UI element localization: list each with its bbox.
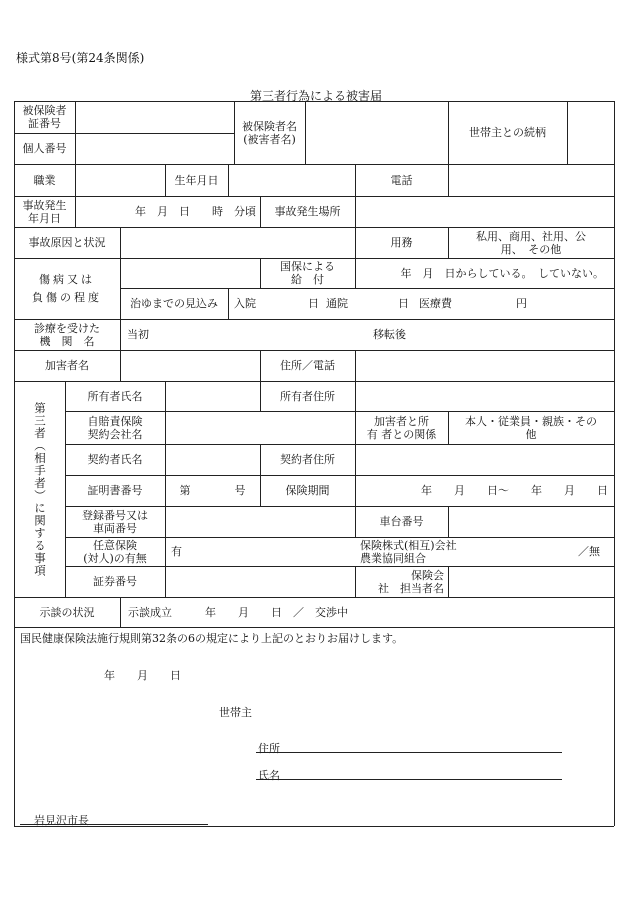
inpatient-days-unit: 日 — [308, 297, 319, 310]
chassis-field[interactable] — [448, 506, 614, 537]
insured-name-label: 被保険者名 (被害者名) — [242, 119, 297, 146]
hospital-label: 診療を受けた 機 関 名 — [34, 321, 100, 348]
occupation-label: 職業 — [33, 173, 56, 187]
insurer-staff-field[interactable] — [448, 566, 614, 597]
perpetrator-name-label: 加害者名 — [45, 359, 89, 372]
settlement-label: 示談の状況 — [39, 605, 95, 619]
hospital-initial-label: 当初 — [127, 328, 149, 341]
accident-cause-field[interactable] — [120, 227, 355, 258]
injury-label: 傷病又は 負傷の程度 — [32, 272, 102, 304]
accident-cause-label: 事故原因と状況 — [28, 236, 106, 249]
use-options[interactable]: 私用、商用、社用、公 用、 その他 — [476, 229, 586, 256]
contractor-address-label: 契約者住所 — [280, 453, 335, 466]
contractor-name-label: 契約者氏名 — [87, 453, 143, 466]
voluntary-no-option[interactable]: ／無 — [578, 545, 600, 558]
insurance-period-label: 保険期間 — [285, 484, 330, 497]
cert-number-field[interactable]: 第 号 — [179, 484, 246, 497]
perpetrator-address-label: 住所／電話 — [280, 359, 335, 372]
owner-address-label: 所有者住所 — [280, 389, 335, 403]
recipient-underline — [20, 824, 208, 825]
perpetrator-address-field[interactable] — [355, 350, 614, 381]
address-label: 住所 — [258, 742, 280, 755]
birth-date-field[interactable] — [228, 164, 355, 196]
benefit-label: 国保による 給 付 — [280, 260, 335, 286]
policy-number-label: 証券番号 — [93, 575, 137, 588]
relation-owner-label: 加害者と所 有 者との関係 — [366, 414, 437, 441]
insurer-staff-label: 保険会 社 担当者名 — [378, 568, 444, 595]
relation-field[interactable] — [567, 101, 614, 164]
phone-field[interactable] — [448, 164, 614, 196]
owner-address-field[interactable] — [355, 381, 614, 411]
voluntary-yes-option[interactable]: 有 — [171, 545, 182, 558]
registration-field[interactable] — [165, 506, 355, 537]
perpetrator-name-field[interactable] — [120, 350, 260, 381]
recovery-label: 治ゆまでの見込み — [130, 297, 218, 310]
recipient-label: 岩見沢市長 — [34, 814, 89, 827]
occupation-field[interactable] — [75, 164, 165, 196]
declaration-text: 国民健康保険法施行規則第32条の6の規定により上記のとおりお届けします。 — [20, 632, 404, 645]
relation-label: 世帯主との続柄 — [469, 126, 546, 139]
cert-number-label: 証明書番号 — [87, 484, 143, 497]
use-label: 用務 — [390, 236, 413, 249]
insured-name-field[interactable] — [305, 101, 448, 164]
insured-cert-label: 被保険者 証番号 — [22, 104, 67, 130]
name-line[interactable] — [256, 779, 562, 780]
insurer-company-types: 保険株式(相互)会社 農業協同組合 — [360, 538, 457, 565]
insurance-period-field[interactable]: 年 月 日～ 年 月 日 — [421, 484, 608, 497]
policy-number-field[interactable] — [165, 566, 355, 597]
contractor-address-field[interactable] — [355, 444, 614, 475]
name-label: 氏名 — [258, 769, 280, 782]
accident-place-field[interactable] — [355, 196, 614, 227]
accident-date-label: 事故発生 年月日 — [22, 198, 67, 225]
hospital-transfer-label: 移転後 — [373, 328, 406, 341]
household-head-label: 世帯主 — [219, 706, 252, 719]
benefit-value[interactable]: 年 月 日からしている。 していない。 — [400, 266, 604, 280]
chassis-label: 車台番号 — [379, 515, 424, 528]
personal-number-field[interactable] — [75, 133, 234, 164]
liability-insurer-label: 自賠責保険 契約会社名 — [87, 414, 143, 441]
birth-date-label: 生年月日 — [174, 173, 219, 187]
form-number: 様式第8号(第24条関係) — [16, 51, 145, 65]
settlement-status[interactable]: 示談成立 年 月 日 ／ 交渉中 — [128, 605, 348, 619]
liability-insurer-field[interactable] — [165, 411, 355, 444]
voluntary-insurance-label: 任意保険 (対人)の有無 — [83, 538, 147, 565]
third-party-section-label: 第三者（相手者）に関する事項 — [33, 401, 47, 577]
insured-cert-field[interactable] — [75, 101, 234, 133]
owner-name-field[interactable] — [165, 381, 260, 411]
phone-label: 電話 — [390, 173, 413, 187]
submission-date[interactable]: 年 月 日 — [104, 669, 181, 682]
personal-number-label: 個人番号 — [22, 142, 67, 155]
medical-cost-label: 医療費 — [419, 297, 452, 310]
outpatient-days-unit: 日 — [398, 297, 409, 310]
form-title: 第三者行為による被害届 — [250, 89, 383, 103]
accident-date-field[interactable]: 年 月 日 時 分頃 — [135, 205, 256, 218]
inpatient-label: 入院 — [234, 297, 256, 310]
accident-place-label: 事故発生場所 — [274, 205, 341, 218]
injury-field[interactable] — [120, 258, 260, 288]
address-line[interactable] — [256, 752, 562, 753]
owner-name-label: 所有者氏名 — [87, 389, 143, 403]
relation-owner-options[interactable]: 本人・従業員・親族・その 他 — [465, 414, 597, 441]
contractor-name-field[interactable] — [165, 444, 260, 475]
registration-label: 登録番号又は 車両番号 — [82, 508, 148, 535]
outpatient-label: 通院 — [326, 297, 348, 310]
yen-unit: 円 — [516, 297, 527, 310]
